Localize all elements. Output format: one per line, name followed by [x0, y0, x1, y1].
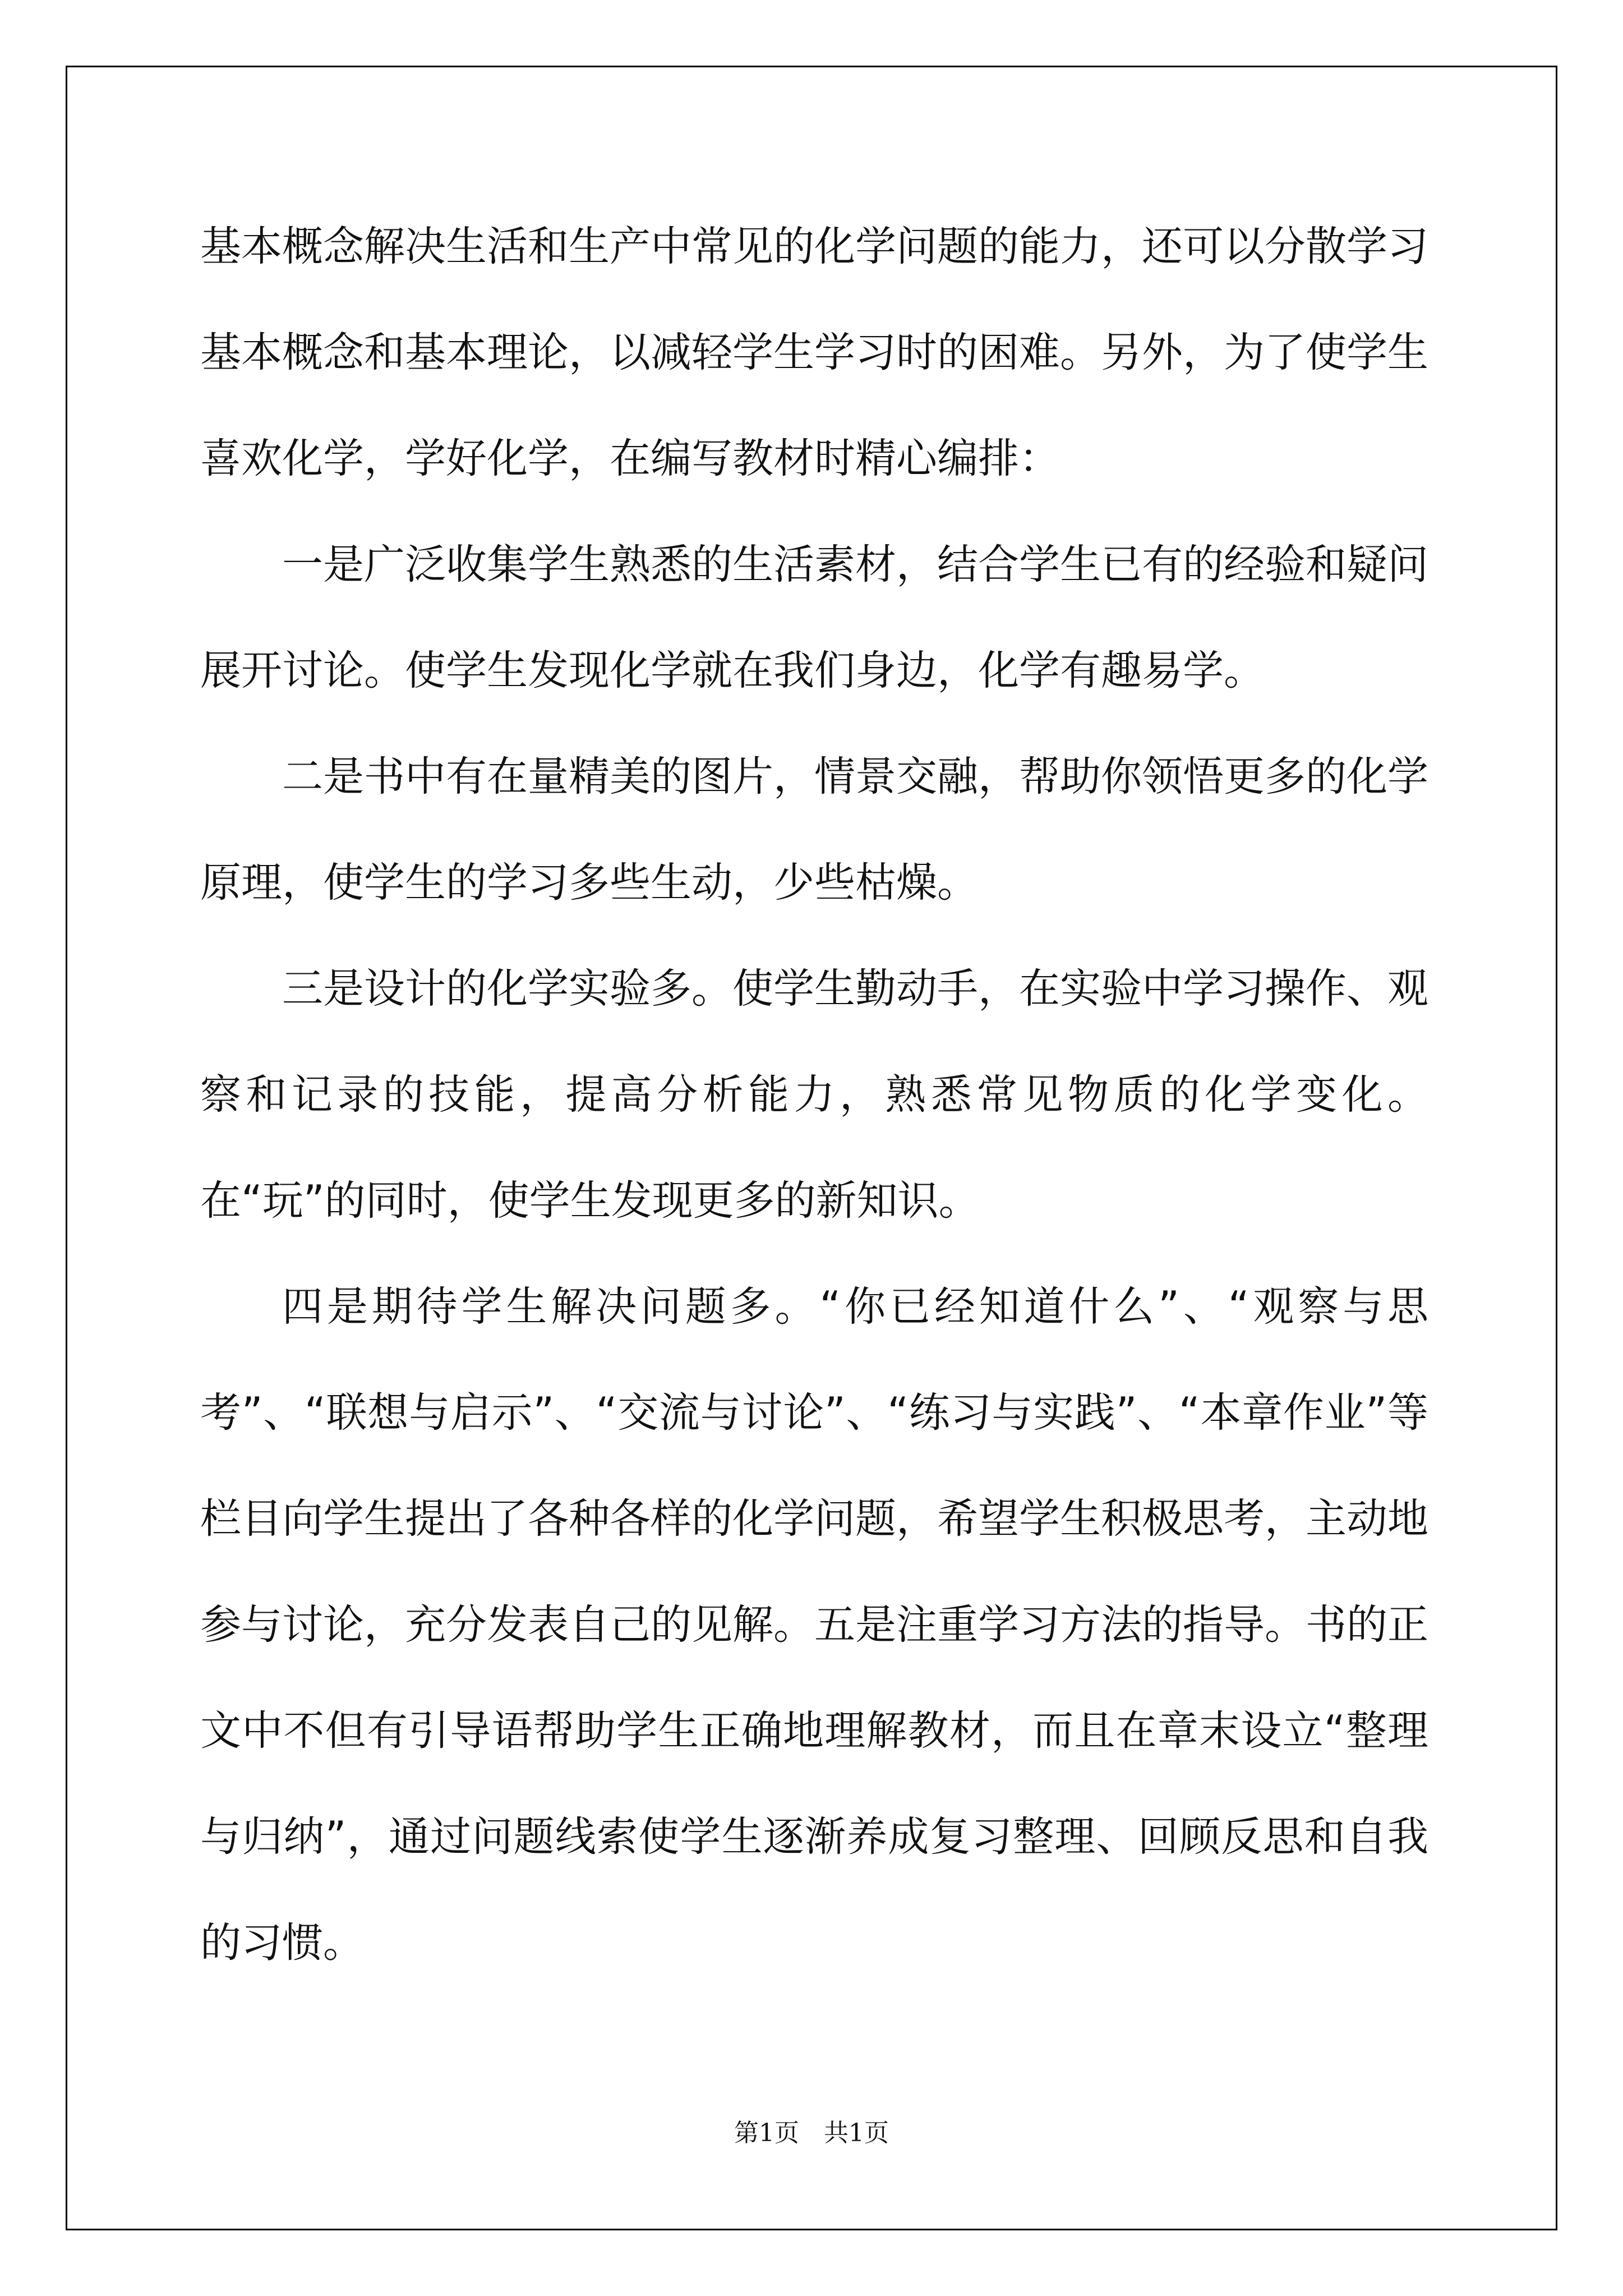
paragraph-3: 二是书中有在量精美的图片，情景交融，帮助你领悟更多的化学原理，使学生的学习多些生动，少些枯燥。 — [200, 753, 1428, 907]
paragraph-5: 四是期待学生解决问题多。“你已经知道什么”、“观察与思考”、“联想与启示”、“交流与讨论”、“练习与实践”、“本章作业”等栏目向学生提出了各种各样的化学问题，希望学生积极思考，主动地参与讨论，充分发表自己的见解。五是注重学习方法的指导。书的正文中不但有引导语帮助学生正确地理解教材，而且在章末设立“整理与归纳”，通过问题线索使学生逐渐养成复习整理、回顾反思和自我的习惯。 — [200, 1283, 1428, 1967]
paragraph-2: 一是广泛收集学生熟悉的生活素材，结合学生已有的经验和疑问展开讨论。使学生发现化学就在我们身边，化学有趣易学。 — [200, 541, 1428, 694]
document-body — [200, 194, 1428, 1996]
page-number-footer: 第1页 共1页 — [734, 2119, 889, 2147]
paragraph-1: 基本概念解决生活和生产中常见的化学问题的能力，还可以分散学习基本概念和基本理论，以减轻学生学习时的困难。另外，为了使学生喜欢化学，学好化学，在编写教材时精心编排： — [200, 223, 1428, 482]
paragraph-4: 三是设计的化学实验多。使学生勤动手，在实验中学习操作、观察和记录的技能，提高分析能力，熟悉常见物质的化学变化。在“玩”的同时，使学生发现更多的新知识。 — [200, 965, 1428, 1225]
